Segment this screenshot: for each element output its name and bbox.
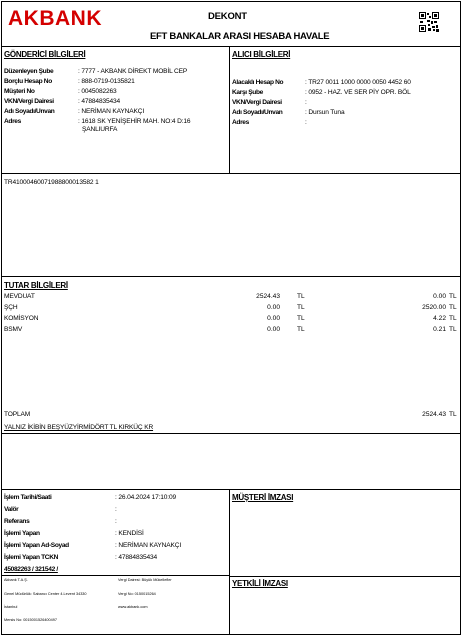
receiver-address-label: Adres <box>232 119 249 126</box>
total-value: 2524.43 <box>422 411 446 418</box>
sender-section-title: GÖNDERİCİ BİLGİLERİ <box>4 50 86 59</box>
sender-address-city: ŞANLIURFA <box>82 126 118 133</box>
footer-address: Genel Müdürlük: Sabancı Center 4.Levent 34330 <box>4 592 87 596</box>
performer-tckn-value: : 47884835434 <box>115 554 158 561</box>
sender-tax-label: VKN/Vergi Dairesi <box>4 98 54 105</box>
reference-value: : <box>115 518 117 525</box>
footer-tax-office: Vergi Dairesi: Büyük Mükellefler <box>118 578 172 582</box>
amount-row-label: KOMİSYON <box>4 315 39 322</box>
amount-debit: 2524.43 <box>256 293 280 300</box>
receiver-tax-label: VKN/Vergi Dairesi <box>232 99 282 106</box>
customer-signature-title: MÜŞTERİ İMZASI <box>232 493 294 502</box>
receiver-section-title: ALICI BİLGİLERİ <box>232 50 291 59</box>
amount-debit-currency: TL <box>297 326 305 333</box>
sender-branch-label: Düzenleyen Şube <box>4 68 54 75</box>
logo-text: AKBANK <box>8 7 102 30</box>
amount-row-label: BSMV <box>4 326 23 333</box>
performed-by-value: : KENDİSİ <box>115 530 144 537</box>
divider <box>1 489 461 490</box>
performer-name-label: İşlemi Yapan Ad-Soyad <box>4 542 69 549</box>
divider <box>229 489 230 635</box>
amount-debit: 0.00 <box>267 315 280 322</box>
divider <box>1 276 461 277</box>
footer-tax-no: Vergi No: 0150015264 <box>118 592 156 596</box>
transaction-code: 45082263 / 321542 / <box>4 566 58 573</box>
sender-name-label: Adı Soyadı/Unvan <box>4 108 55 115</box>
footer-company: Akbank T.A.Ş. <box>4 578 28 582</box>
sender-account-value: : 888-0719-0135821 <box>78 78 135 85</box>
amount-credit: 0.00 <box>433 293 446 300</box>
receiver-name-value: : Dursun Tuna <box>305 109 345 116</box>
amount-debit: 0.00 <box>267 304 280 311</box>
performer-tckn-label: İşlemi Yapan TCKN <box>4 554 59 561</box>
amount-debit-currency: TL <box>297 293 305 300</box>
amount-in-words: YALNIZ İKİBİN BEŞYÜZYİRMİDÖRT TL KIRKÜÇ KR <box>4 424 154 431</box>
amount-debit-currency: TL <box>297 315 305 322</box>
receiver-account-value: : TR27 0011 1000 0000 0050 4452 60 <box>305 79 411 86</box>
amount-debit-currency: TL <box>297 304 305 311</box>
qr-code-icon <box>419 12 439 32</box>
sender-address-value: : 1618 SK YENİŞEHİR MAH. NO:4 D:16 <box>78 118 191 125</box>
performed-by-label: İşlemi Yapan <box>4 530 40 537</box>
value-date-label: Valör <box>4 506 19 513</box>
divider <box>1 46 461 47</box>
akbank-logo <box>8 7 138 31</box>
amount-debit: 0.00 <box>267 326 280 333</box>
reference-label: Referans <box>4 518 30 525</box>
receiver-branch-value: : 0952 - HAZ. VE SER PİY OPR. BÖL <box>305 89 411 96</box>
amount-credit: 0.21 <box>433 326 446 333</box>
amount-credit-currency: TL <box>449 315 457 322</box>
receipt-frame <box>1 1 461 635</box>
divider <box>1 173 461 174</box>
sender-branch-value: : 7777 - AKBANK DİREKT MOBİL CEP <box>78 68 188 75</box>
transaction-date-value: : 26.04.2024 17:10:09 <box>115 494 177 501</box>
amount-credit: 2520.00 <box>422 304 446 311</box>
performer-name-value: : NERİMAN KAYNAKÇI <box>115 542 182 549</box>
sender-address-label: Adres <box>4 118 21 125</box>
value-date-value: : <box>115 506 117 513</box>
document-title: DEKONT <box>208 11 247 22</box>
sender-customer-no-label: Müşteri No <box>4 88 35 95</box>
footer-website: www.akbank.com <box>118 605 148 609</box>
authorized-signature-title: YETKİLİ İMZASI <box>232 579 288 588</box>
amounts-section-title: TUTAR BİLGİLERİ <box>4 281 68 290</box>
transaction-date-label: İşlem Tarihi/Saati <box>4 494 52 501</box>
receiver-tax-value: : <box>305 99 307 106</box>
receiver-name-label: Adı Soyadı/Unvan <box>232 109 283 116</box>
amount-row-label: ŞÇH <box>4 304 18 311</box>
reference-code: TR41000460071988800013582 1 <box>4 179 99 186</box>
amount-credit-currency: TL <box>449 293 457 300</box>
amount-credit: 4.22 <box>433 315 446 322</box>
sender-customer-no-value: : 0045082263 <box>78 88 117 95</box>
sender-tax-value: : 47884835434 <box>78 98 121 105</box>
amount-credit-currency: TL <box>449 304 457 311</box>
divider <box>229 576 461 577</box>
sender-name-value: : NERİMAN KAYNAKÇI <box>78 108 145 115</box>
divider <box>229 46 230 173</box>
divider <box>1 575 229 576</box>
amount-credit-currency: TL <box>449 326 457 333</box>
sender-account-label: Borçlu Hesap No <box>4 78 52 85</box>
total-currency: TL <box>449 411 457 418</box>
document-subtitle: EFT BANKALAR ARASI HESABA HAVALE <box>150 31 330 42</box>
footer-city: İstanbul <box>4 605 18 609</box>
divider <box>1 433 461 434</box>
receiver-branch-label: Karşı Şube <box>232 89 263 96</box>
total-label: TOPLAM <box>4 411 31 418</box>
footer-mersis: Mersis No: 0015001526400497 <box>4 618 57 622</box>
receiver-address-value: : <box>305 119 307 126</box>
amount-row-label: MEVDUAT <box>4 293 35 300</box>
receiver-account-label: Alacaklı Hesap No <box>232 79 284 86</box>
